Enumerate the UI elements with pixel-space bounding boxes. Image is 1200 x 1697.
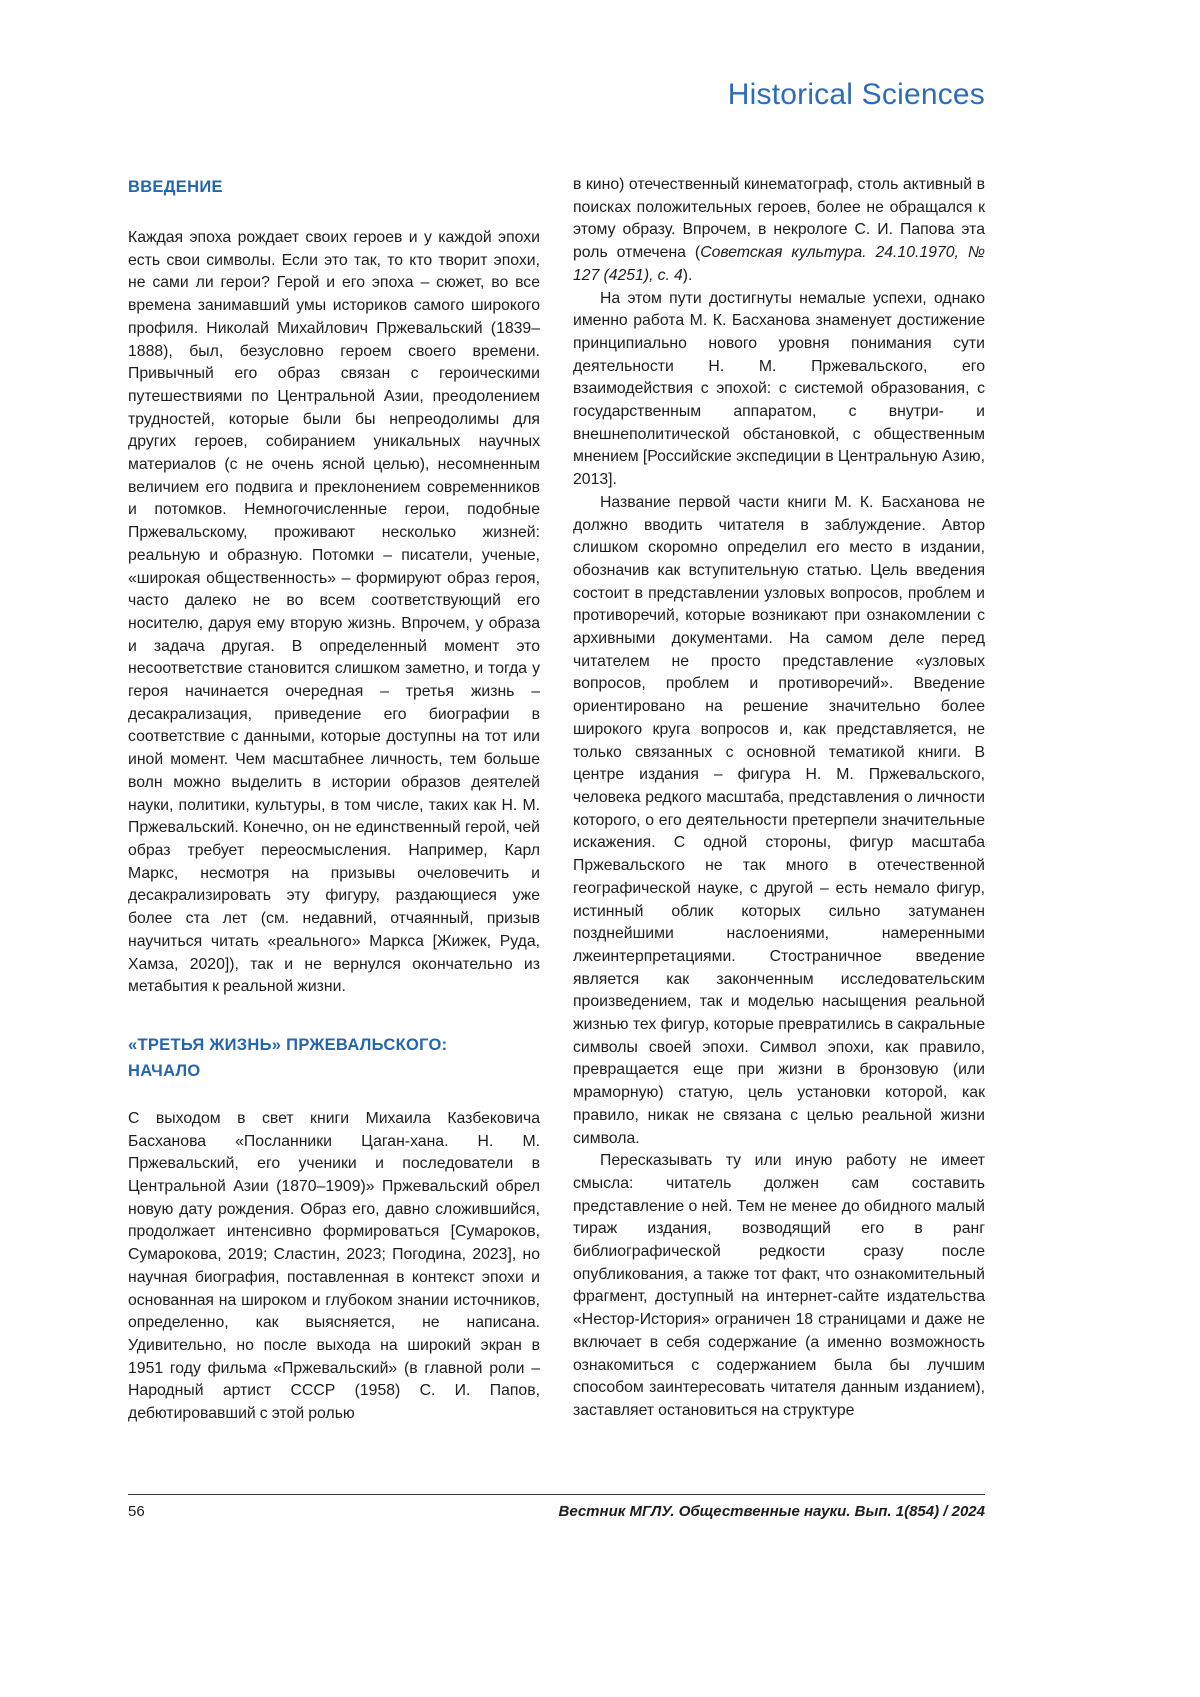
journal-citation: Вестник МГЛУ. Общественные науки. Вып. 1(854) / 2024 xyxy=(558,1503,985,1520)
paragraph-cinema-closing: ). xyxy=(682,266,693,284)
section-heading-introduction: ВВЕДЕНИЕ xyxy=(128,178,223,196)
paragraph-cinema-text: в кино) отечественный кинематограф, столь активный в поисках положительных героев, более не обращался к этому образу. Впрочем, в некрологе С. И. Папова эта роль отмечена ( xyxy=(573,176,985,262)
paragraph-intro: Каждая эпоха рождает своих героев и у каждой эпохи есть свои символы. Если это так, то кто творит эпохи, не сами ли герои? Герой и его эпоха – сюжет, во все времена занимавший умы историков самого широкого профиля. Николай Михайлович Пржевальский (1839–1888), был, безусловно героем своего времени. Привычный его образ связан с героическими путешествиями по Центральной Азии, преодолением трудностей, которые были бы непреодолимы для других героев, собиранием уникальных научных материалов (с не очень ясной целью), несомненным величием его подвига и преклонением современников и потомков. Немногочисленные герои, подобные Пржевальскому, проживают несколько жизней: реальную и образную. Потомки – писатели, ученые, «широкая общественность» – формируют образ героя, часто далеко не во всем соответствующий его носителю, даруя ему вторую жизнь. Впрочем, у образа и задача другая. В определенный момент это несоответствие становится слишком заметно, и тогда у героя начинается очередная – третья жизнь – десакрализация, приведение его биографии в соответствие с данными, которые доступны на тот или иной момент. Чем масштабнее личность, тем больше волн можно выделить в истории образов деятелей науки, политики, культуры, в том числе, таких как Н. М. Пржевальский. Конечно, он не единственный герой, чей образ требует переосмысления. Например, Карл Маркс, несмотря на призывы очеловечить и десакрализировать эту фигуру, раздающиеся уже более ста лет (см. недавний, отчаянный, призыв научиться читать «реального» Маркса [Жижек, Руда, Хамза, 2020]), так и не вернулся окончательно из метабытия к реальной жизни. xyxy=(128,229,540,996)
paragraph-achievements: На этом пути достигнуты немалые успехи, однако именно работа М. К. Басханова знаменует достижение принципиально нового уровня понимания сути деятельности Н. М. Пржевальского, его взаимодействия с эпохой: с системой образования, с государственным аппаратом, с внутри- и внешнеполитической обстановкой, с общественным мнением [Российские экспедиции в Центральную Азию, 2013]. xyxy=(573,289,985,489)
section-heading-third-life: «ТРЕТЬЯ ЖИЗНЬ» ПРЖЕВАЛЬСКОГО: НАЧАЛО xyxy=(128,1035,448,1080)
paragraph-book-first-part: Название первой части книги М. К. Басханова не должно вводить читателя в заблуждение. Автор слишком скоромно определил его место в издании, обозначив как вступительную статью. Цель введения состоит в представлении узловых вопросов, проблем и противоречий, которые возникают при ознакомлении с архивными документами. На самом деле перед читателем не просто представление «узловых вопросов, проблем и противоречий». Введение ориентировано на решение значительно более широкого круга вопросов и, как представляется, не только связанных с основной тематикой книги. В центре издания – фигура Н. М. Пржевальского, человека редкого масштаба, представления о личности которого, о его деятельности претерпели значительные искажения. С одной стороны, фигур масштаба Пржевальского не так много в отечественной географической науке, с другой – есть немало фигур, истинный облик которых сильно затуманен позднейшими наслоениями, намеренными лжеинтерпретациями. Стостраничное введение является как законченным исследовательским произведением, так и моделью насыщения реальной жизнью тех фигур, которые превратились в сакральные символы своей эпохи. Символ эпохи, как правило, превращается еще при жизни в бронзовую (или мраморную) статую, цель установки которой, как правило, никак не связана с целью реальной жизни символа. xyxy=(573,493,985,1147)
paragraph-cinema xyxy=(573,174,985,288)
italic-citation: Советская культура. 24.10.1970, № 127 (4251), с. 4 xyxy=(573,244,986,284)
page-header-title: Historical Sciences xyxy=(727,78,985,111)
paragraph-retelling: Пересказывать ту или иную работу не имеет смысла: читатель должен сам составить представление о ней. Тем не менее до обидного малый тираж издания, возводящий его в ранг библиографической редкости сразу после опубликования, а также тот факт, что ознакомительный фрагмент, доступный на интернет-сайте издательства «Нестор-История» ограничен 18 страницами и даже не включает в себя содержание (а именно возможность ознакомиться с содержанием была бы лучшим способом заинтересовать читателя данным изданием), заставляет остановиться на структуре xyxy=(573,1152,985,1419)
page-number: 56 xyxy=(128,1503,145,1520)
paragraph-third-life: С выходом в свет книги Михаила Казбековича Басханова «Посланники Цаган-хана. Н. М. Пржевальский, его ученики и последователи в Центральной Азии (1870–1909)» Пржевальский обрел новую дату рождения. Образ его, давно сложившийся, продолжает интенсивно формироваться [Сумароков, Сумарокова, 2019; Сластин, 2023; Погодина, 2023], но научная биография, поставленная в контекст эпохи и основанная на широком и глубоком знании источников, определенно, как выясняется, не написана. Удивительно, но после выхода на широкий экран в 1951 году фильма «Пржевальский» (в главной роли – Народный артист СССР (1958) С. И. Папов, дебютировавший с этой ролью xyxy=(128,1109,540,1423)
page-footer xyxy=(128,1494,985,1520)
right-column xyxy=(573,174,985,1426)
running-head xyxy=(128,78,985,112)
left-column xyxy=(128,174,540,1426)
two-column-body xyxy=(128,174,985,1426)
